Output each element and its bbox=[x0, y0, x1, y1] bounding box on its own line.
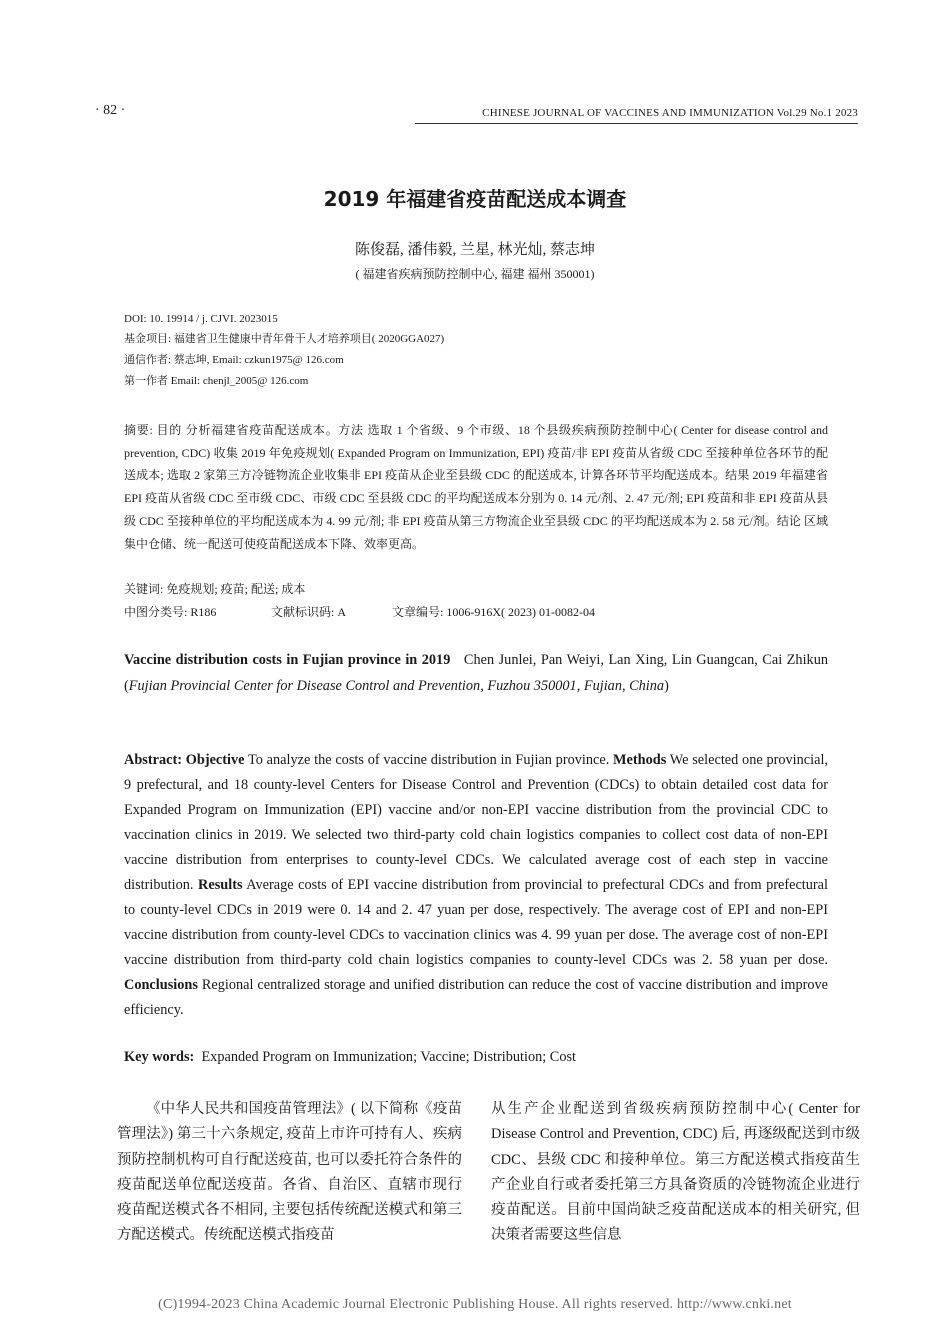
body-column-left: 《中华人民共和国疫苗管理法》( 以下简称《疫苗管理法》) 第三十六条规定, 疫苗上市许可持有人、疾病预防控制机构可自行配送疫苗, 也可以委托符合条件的疫苗配送单位配送疫苗。各省、自治区、直辖市现行疫苗配送模式各不相同, 主要包括传统配送模式和第三方配送模式。传统配送模式指疫苗 bbox=[117, 1101, 462, 1244]
methods-text: We selected one provincial, 9 prefectural, and 18 county-level Centers for Disease Control and Prevention (CDCs) to obtain detailed cost data for Expanded Program on Immunization (EPI) vaccine and/or non-EPI vaccine distribution from the provincial CDC to vaccination clinics in 2019. We selected two third-party cold chain logistics companies to collect cost data of non-EPI vaccine distribution from enterprises to county-level CDCs. We calculated average cost of each step in vaccine distribution. bbox=[124, 752, 828, 893]
english-affiliation-tail: , Fuzhou 350001, Fujian, China bbox=[480, 677, 665, 694]
english-authors: Chen Junlei, Pan Weiyi, Lan Xing, Lin Guangcan, Cai Zhikun bbox=[463, 652, 828, 668]
doi: DOI: 10. 19914 / j. CJVI. 2023015 bbox=[124, 313, 278, 325]
abstract-label: Abstract: bbox=[124, 752, 182, 768]
page-number: · 82 · bbox=[95, 103, 126, 118]
document-code: 文献标识码: A bbox=[271, 605, 347, 619]
english-affiliation: Fujian Provincial Center for Disease Control and Prevention bbox=[128, 677, 481, 694]
methods-label: Methods bbox=[613, 752, 667, 768]
copyright-footer: (C)1994-2023 China Academic Journal Electronic Publishing House. All rights reserved. http://www.cnki.net bbox=[158, 1297, 792, 1312]
results-text: Average costs of EPI vaccine distribution from provincial to prefectural CDCs and from prefectural to county-level CDCs in 2019 were 0. 14 and 2. 47 yuan per dose, respectively. The average cost of EPI and non-EPI vaccine distribution from county-level CDCs to vaccination clinics was 4. 99 yuan per dose. The average cost of non-EPI vaccine distribution from third-party cold chain logistics companies to county-level CDCs was 2. 58 yuan per dose. bbox=[124, 877, 828, 968]
clc-number: 中图分类号: R186 bbox=[124, 605, 217, 619]
article-title: 2019 年福建省疫苗配送成本调查 bbox=[323, 187, 627, 211]
english-title: Vaccine distribution costs in Fujian province in 2019 bbox=[124, 652, 451, 668]
objective-text: To analyze the costs of vaccine distribution in Fujian province. bbox=[248, 752, 610, 768]
results-label: Results bbox=[198, 877, 243, 893]
journal-header: CHINESE JOURNAL OF VACCINES AND IMMUNIZATION Vol.29 No.1 2023 bbox=[482, 107, 858, 119]
authors: 陈俊磊, 潘伟毅, 兰星, 林光灿, 蔡志坤 bbox=[354, 242, 595, 258]
header-rule bbox=[415, 123, 858, 124]
body-column-right: 从生产企业配送到省级疾病预防控制中心( Center for Disease Control and Prevention, CDC) 后, 再逐级配送到市级 CDC、县级 CDC 和接种单位。第三方配送模式指疫苗生产企业自行或者委托第三方具备资质的冷链物流企业进行疫苗配送。目前中国尚缺乏疫苗配送成本的相关研究, 但决策者需要这些信息 bbox=[491, 1101, 860, 1244]
objective-label: Objective bbox=[185, 752, 245, 768]
conclusions-label: Conclusions bbox=[124, 977, 198, 993]
corresponding-author: 通信作者: 蔡志坤, Email: czkun1975@ 126.com bbox=[124, 354, 344, 366]
english-abstract bbox=[124, 748, 828, 1023]
classification-line bbox=[124, 603, 595, 620]
first-author-email: 第一作者 Email: chenjl_2005@ 126.com bbox=[124, 375, 309, 387]
keywords-label: Key words: bbox=[124, 1049, 195, 1065]
english-title-block: Vaccine distribution costs in Fujian province in 2019 Chen Junlei, Pan Weiyi, Lan Xing, Lin Guangcan, Cai Zhikun (Fujian Provincial Center for Disease Control and Prevention, Fuzhou 350001, Fujian, China) bbox=[124, 652, 828, 694]
conclusions-text: Regional centralized storage and unified distribution can reduce the cost of vaccine distribution and improve efficiency. bbox=[124, 977, 828, 1018]
article-number: 文章编号: 1006-916X( 2023) 01-0082-04 bbox=[392, 605, 595, 619]
chinese-keywords: 关键词: 免疫规划; 疫苗; 配送; 成本 bbox=[124, 582, 306, 596]
english-keywords bbox=[124, 1049, 576, 1066]
fund-info: 基金项目: 福建省卫生健康中青年骨干人才培养项目( 2020GGA027) bbox=[124, 333, 445, 345]
keywords-text: Expanded Program on Immunization; Vaccine; Distribution; Cost bbox=[201, 1049, 577, 1065]
affiliation: ( 福建省疾病预防控制中心, 福建 福州 350001) bbox=[355, 267, 595, 281]
chinese-abstract: 摘要: 目的 分析福建省疫苗配送成本。方法 选取 1 个省级、9 个市级、18 个县级疾病预防控制中心( Center for disease control and prevention, CDC) 收集 2019 年免疫规划( Expanded Program on Immunization, EPI) 疫苗/非 EPI 疫苗从省级 CDC 至接种单位各环节的配送成本; 选取 2 家第三方冷链物流企业收集非 EPI 疫苗从企业至县级 CDC 的配送成本, 计算各环节平均配送成本。结果 2019 年福建省 EPI 疫苗从省级 CDC 至市级 CDC、市级 CDC 至县级 CDC 的平均配送成本分别为 0. 14 元/剂、2. 47 元/剂; EPI 疫苗和非 EPI 疫苗从县级 CDC 至接种单位的平均配送成本为 4. 99 元/剂; 非 EPI 疫苗从第三方物流企业至县级 CDC 的平均配送成本为 2. 58 元/剂。结论 区域集中仓储、统一配送可使疫苗配送成本下降、效率更高。 bbox=[124, 423, 828, 551]
